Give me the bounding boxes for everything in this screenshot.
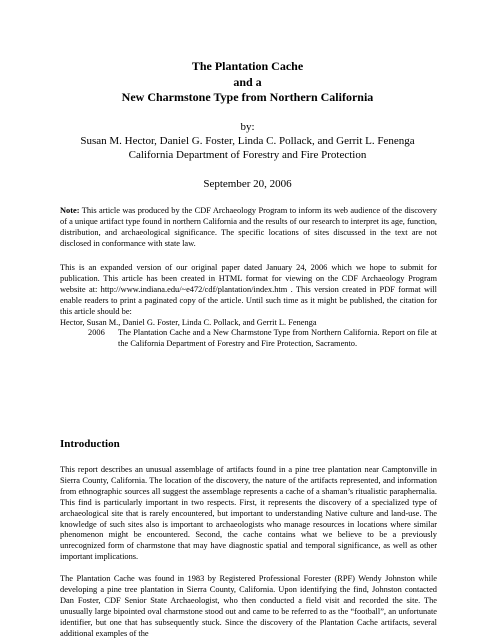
title-line-2: and a xyxy=(233,74,262,89)
expanded-paragraph: This is an expanded version of our original paper dated January 24, 2006 which we hope to submit for publication. This article has been created in HTML format for viewing on the CDF Archaeology Program website at: http://www.indiana.edu/~e472/cdf/plantation/index.htm . This version created in PDF format will enable readers to print a paginated copy of the article. Until such time as it might be published, the citation for this article should be: xyxy=(60,263,437,316)
note-text: This article was produced by the CDF Archaeology Program to inform its web audience of the discovery of a unique artifact type found in northern California and the results of our research to interpret its age, function, distribution, and archaeological significance. The specific locations of sites discussed in the text are not disclosed in conformance with state law. xyxy=(60,206,437,248)
citation-entry xyxy=(60,328,437,350)
intro-p2-text: The Plantation Cache was found in 1983 by Registered Professional Forester (RPF) Wendy Johnston while developing a pine tree plantation in Sierra County, California. Upon identifying the find, Johnston contacted Dan Foster, CDF Senior State Archaeologist, who then conducted a field visit and recorded the site. The unusually large bipointed oval charmstone stood out and came to be referred to as the “football”, an unfortunate identifier, but one that has subsequently stuck. Since the discovery of the Plantation Cache artifacts, several additional examples of the xyxy=(60,574,437,638)
intro-p1-text: This report describes an unusual assemblage of artifacts found in a pine tree plantation near Camptonville in Sierra County, California. The location of the discovery, the nature of the artifacts represented, and information from ethnographic sources all suggest the assemblage represents a cache of a shaman’s ritualistic paraphernalia. This find is particularly important in two respects. First, it represents the discovery of a specialized type of archaeological site that is rarely encountered, but important to understanding Native culture and land-use. The knowledge of such sites also is important to archaeologists who manage resources in locations where similar phenomenon might be encountered. Second, the cache contains what we believe to be a previously unrecognized form of charmstone that may have diagnostic spatial and temporal significance, as well as other important implications. xyxy=(60,465,437,562)
by-label: by: xyxy=(240,121,255,133)
authors: Susan M. Hector, Daniel G. Foster, Linda C. Pollack, and Gerrit L. Fenenga xyxy=(80,135,415,147)
note-paragraph xyxy=(60,206,437,250)
intro-paragraph-2 xyxy=(60,574,437,639)
intro-paragraph-1 xyxy=(60,465,437,563)
note-label: Note: xyxy=(60,206,80,215)
title-line-3: New Charmstone Type from Northern California xyxy=(121,90,374,104)
citation-authors: Hector, Susan M., Daniel G. Foster, Linda C. Pollack, and Gerrit L. Fenenga xyxy=(60,317,317,327)
title-line-1: The Plantation Cache xyxy=(191,59,304,73)
citation-year: 2006 xyxy=(88,328,105,338)
citation-text: The Plantation Cache and a New Charmstone Type from Northern California. Report on file at the California Department of Forestry and Fire Protection, Sacramento. xyxy=(118,328,437,349)
title-block xyxy=(0,59,495,106)
expanded-version-block xyxy=(60,263,437,350)
document-date: September 20, 2006 xyxy=(203,178,292,190)
introduction-heading: Introduction xyxy=(60,438,120,450)
affiliation: California Department of Forestry and Fire Protection xyxy=(128,149,367,161)
